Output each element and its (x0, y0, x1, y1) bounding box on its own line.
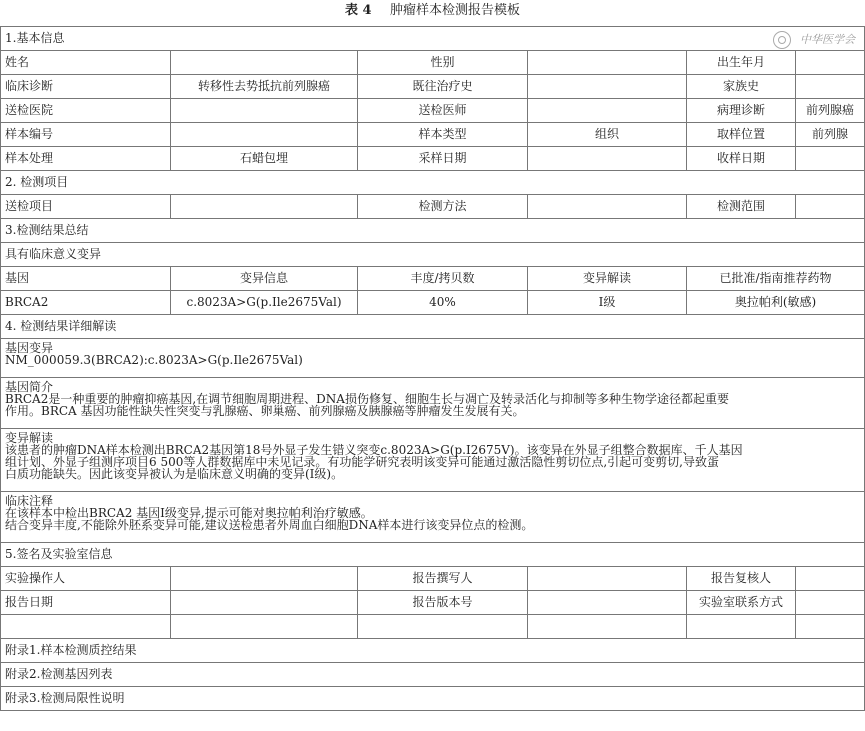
label-cell: 报告日期 (1, 591, 171, 615)
value-cell (171, 123, 358, 147)
table-row (1, 591, 865, 615)
column-header: 变异解读 (528, 267, 687, 291)
section-heading-basic-info: 1.基本信息 (1, 27, 865, 51)
table-row (1, 567, 865, 591)
label-cell: 实验操作人 (1, 567, 171, 591)
block-line: 白质功能缺失。因此该变异被认为是临床意义明确的变异(Ⅰ级)。 (5, 467, 344, 481)
value-cell (528, 591, 687, 615)
label-cell: 性别 (358, 51, 528, 75)
value-cell (796, 195, 865, 219)
variant-cell: c.8023A>G(p.Ile2675Val) (171, 291, 358, 315)
label-cell: 出生年月 (687, 51, 796, 75)
gene-variant-block (1, 339, 865, 378)
block-label: 临床注释 (5, 494, 54, 508)
section-heading-signature: 5.签名及实验室信息 (1, 543, 865, 567)
block-line: 在该样本中检出BRCA2 基因Ⅰ级变异,提示可能对奥拉帕利治疗敏感。 (5, 506, 373, 520)
value-cell (796, 51, 865, 75)
section-heading-detailed-interpretation: 4. 检测结果详细解读 (1, 315, 865, 339)
value-cell: 前列腺癌 (796, 99, 865, 123)
block-label: 变异解读 (5, 431, 54, 445)
value-cell (171, 195, 358, 219)
value-cell (528, 195, 687, 219)
value-cell (796, 75, 865, 99)
value-cell (528, 51, 687, 75)
column-header: 已批准/指南推荐药物 (687, 267, 865, 291)
value-cell (796, 591, 865, 615)
label-cell: 样本处理 (1, 147, 171, 171)
section-heading-test-items: 2. 检测项目 (1, 171, 865, 195)
label-cell: 送检医师 (358, 99, 528, 123)
empty-cell (1, 615, 171, 639)
interpretation-cell: Ⅰ级 (528, 291, 687, 315)
label-cell: 检测范围 (687, 195, 796, 219)
report-template-table (0, 26, 865, 711)
block-label: 基因变异 (5, 341, 54, 355)
value-cell (171, 567, 358, 591)
table-row (1, 99, 865, 123)
table-row (1, 51, 865, 75)
clinical-note-block (1, 492, 865, 543)
block-line: 该患者的肿瘤DNA样本检测出BRCA2基因第18号外显子发生错义突变c.8023A>G(p.I2675V)。该变异在外显子组整合数据库、千人基因 (5, 443, 743, 457)
drug-cell: 奥拉帕利(敏感) (687, 291, 865, 315)
value-cell: 前列腺 (796, 123, 865, 147)
value-cell (528, 567, 687, 591)
gene-intro-block (1, 378, 865, 429)
value-cell: 组织 (528, 123, 687, 147)
appendix-gene-list: 附录2.检测基因列表 (1, 663, 865, 687)
block-line: 组计划、外显子组测序项目6 500等人群数据库中未见记录。有功能学研究表明该变异可能通过激活隐性剪切位点,引起可变剪切,导致蛋 (5, 455, 719, 469)
label-cell: 样本类型 (358, 123, 528, 147)
section-heading-result-summary: 3.检测结果总结 (1, 219, 865, 243)
value-cell (528, 75, 687, 99)
table-row (1, 123, 865, 147)
label-cell: 样本编号 (1, 123, 171, 147)
table-row (1, 195, 865, 219)
abundance-cell: 40% (358, 291, 528, 315)
value-cell: 转移性去势抵抗前列腺癌 (171, 75, 358, 99)
table-row (1, 291, 865, 315)
label-cell: 临床诊断 (1, 75, 171, 99)
value-cell (171, 99, 358, 123)
value-cell (528, 99, 687, 123)
label-cell: 送检医院 (1, 99, 171, 123)
label-cell: 送检项目 (1, 195, 171, 219)
value-cell (171, 591, 358, 615)
block-line: NM_000059.3(BRCA2):c.8023A>G(p.Ile2675Val) (5, 353, 303, 367)
value-cell (796, 567, 865, 591)
empty-cell (358, 615, 528, 639)
table-title (0, 0, 865, 24)
table-row (1, 147, 865, 171)
block-line: BRCA2是一种重要的肿瘤抑癌基因,在调节细胞周期进程、DNA损伤修复、细胞生长与凋亡及转录活化与抑制等多种生物学途径都起重要 (5, 392, 729, 406)
table-caption: 肿瘤样本检测报告模板 (390, 3, 521, 18)
appendix-qc-results: 附录1.样本检测质控结果 (1, 639, 865, 663)
column-header: 基因 (1, 267, 171, 291)
label-cell: 收样日期 (687, 147, 796, 171)
label-cell: 报告复核人 (687, 567, 796, 591)
empty-cell (796, 615, 865, 639)
appendix-limitations: 附录3.检测局限性说明 (1, 687, 865, 711)
value-cell (796, 147, 865, 171)
label-cell: 报告撰写人 (358, 567, 528, 591)
label-cell: 报告版本号 (358, 591, 528, 615)
label-cell: 家族史 (687, 75, 796, 99)
empty-cell (528, 615, 687, 639)
subheading-clinical-variants: 具有临床意义变异 (1, 243, 865, 267)
block-line: 作用。BRCA 基因功能性缺失性突变与乳腺癌、卵巢癌、前列腺癌及胰腺癌等肿瘤发生发展有关。 (5, 404, 525, 418)
watermark-text: 中华医学会 (800, 33, 855, 46)
label-cell: 取样位置 (687, 123, 796, 147)
table-row (1, 75, 865, 99)
variant-interpretation-block (1, 429, 865, 492)
column-header: 变异信息 (171, 267, 358, 291)
value-cell (528, 147, 687, 171)
label-cell: 病理诊断 (687, 99, 796, 123)
label-cell: 采样日期 (358, 147, 528, 171)
label-cell: 检测方法 (358, 195, 528, 219)
label-cell: 实验室联系方式 (687, 591, 796, 615)
table-row (1, 615, 865, 639)
table-header-row (1, 267, 865, 291)
empty-cell (687, 615, 796, 639)
gene-cell: BRCA2 (1, 291, 171, 315)
block-label: 基因简介 (5, 380, 54, 394)
block-line: 结合变异丰度,不能除外胚系变异可能,建议送检患者外周血白细胞DNA样本进行该变异位点的检测。 (5, 518, 534, 532)
column-header: 丰度/拷贝数 (358, 267, 528, 291)
value-cell: 石蜡包埋 (171, 147, 358, 171)
empty-cell (171, 615, 358, 639)
label-cell: 姓名 (1, 51, 171, 75)
table-number: 表 4 (344, 3, 372, 18)
value-cell (171, 51, 358, 75)
label-cell: 既往治疗史 (358, 75, 528, 99)
